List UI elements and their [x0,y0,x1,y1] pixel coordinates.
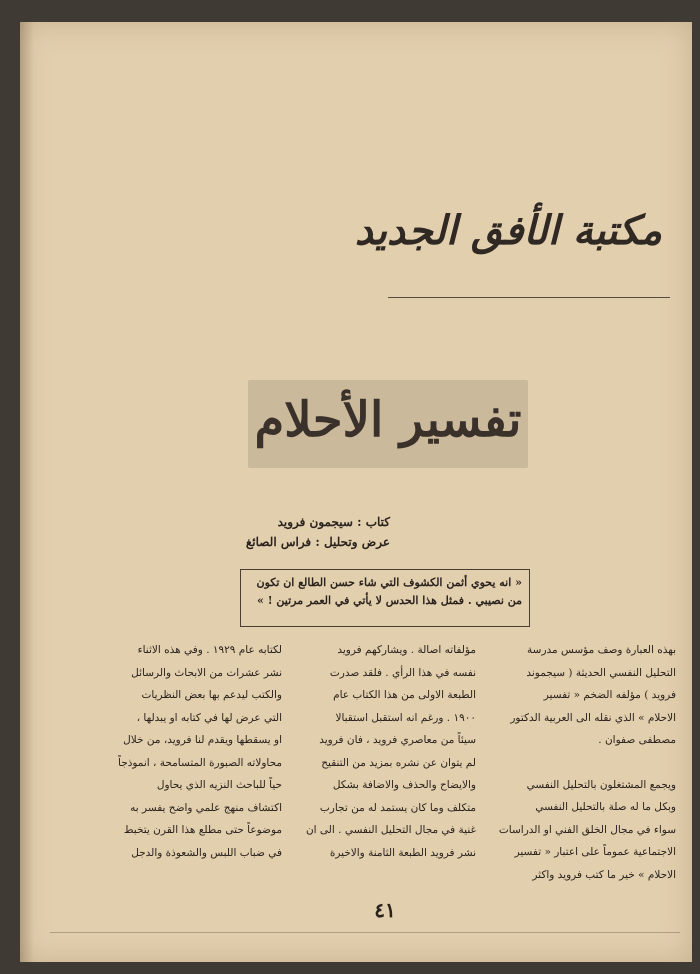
text-line: او يسقطها ويقدم لنا فرويد، من خلال [123,734,282,746]
text-line: نشر عشرات من الابحاث والرسائل [131,666,282,679]
text-column-middle [290,639,476,864]
quote-line: من نصيبي . فمثل هذا الحدس لا يأتي في العمر مرتين ! » [257,594,522,607]
reviewer-line: عرض وتحليل : فراس الصائغ [245,535,390,549]
text-line: لم يتوان عن نشره بمزيد من التنقيح [321,756,476,769]
text-line: التحليل النفسي الحديثة ( سيجموند [526,666,676,679]
text-column-right [491,639,676,886]
text-line: التي عرض لها في كتابه او يبدلها ، [136,711,282,724]
text-line: غنية في مجال التحليل النفسي . الى ان [305,824,476,836]
credits [150,512,390,552]
text-line: مصطفى صفوان . [598,734,676,746]
text-line: سواء في مجال الخلق الفني او الدراسات [498,823,676,836]
book-title: تفسير الأحلام [254,392,522,448]
magazine-page [20,22,692,962]
divider [388,297,670,298]
text-line: نشر فرويد الطبعة الثامنة والاخيرة [329,846,476,859]
text-line: اكتشاف منهج علمي واضح يفسر به [130,801,282,814]
footer-rule [50,932,680,933]
text-line: موضوعاً حتى مطلع هذا القرن يتخبط [123,824,282,836]
text-line: الاحلام » الذي نقله الى العربية الدكتور [510,711,676,724]
text-line: نفسه في هذا الرأي . فلقد صدرت [329,666,476,679]
text-line: متكلف وما كان يستمد له من تجارب [319,801,476,814]
text-line: وبكل ما له صلة بالتحليل النفسي [535,801,676,813]
text-line: سيئاً من معاصري فرويد ، فان فرويد [319,734,476,746]
text-line: والكتب ليدعم بها بعض النظريات [141,689,282,701]
book-title-banner [248,380,528,468]
text-line: الاجتماعية عموماً على اعتبار « تفسير [514,846,676,858]
text-line: محاولاته الصبورة المتسامحة ، انموذجاً [118,756,282,769]
author-line: كتاب : سيجمون فرويد [277,515,390,529]
text-line: والايضاح والحذف والاضافة بشكل [332,779,476,791]
text-line: ١٩٠٠ . ورغم انه استقبل استقبالا [335,711,476,724]
page-number: ٤١ [374,898,396,922]
quote-line: « انه يحوي أثمن الكشوف التي شاء حسن الطالع ان تكون [256,576,522,589]
text-column-left [96,639,282,864]
text-line: في ضباب اللبس والشعوذة والدجل [131,846,282,859]
text-line: الاحلام » خير ما كتب فرويد واكثر [532,868,676,881]
series-title: مكتبة الأفق الجديد [354,207,662,254]
text-line: مؤلفاته اصالة . ويشاركهم فرويد [337,644,476,656]
text-line: الطبعة الاولى من هذا الكتاب عام [333,689,476,701]
pull-quote [240,569,530,627]
text-line: فرويد ) مؤلفه الضخم « تفسير [543,689,676,701]
paragraph-gap [491,752,676,774]
text-line: لكتابه عام ١٩٢٩ . وفي هذه الاثناء [137,644,282,656]
text-line: بهذه العبارة وصف مؤسس مدرسة [527,644,676,656]
text-line: حياً للباحث النزيه الذي يحاول [156,779,282,791]
text-line: ويجمع المشتغلون بالتحليل النفسي [526,778,676,791]
